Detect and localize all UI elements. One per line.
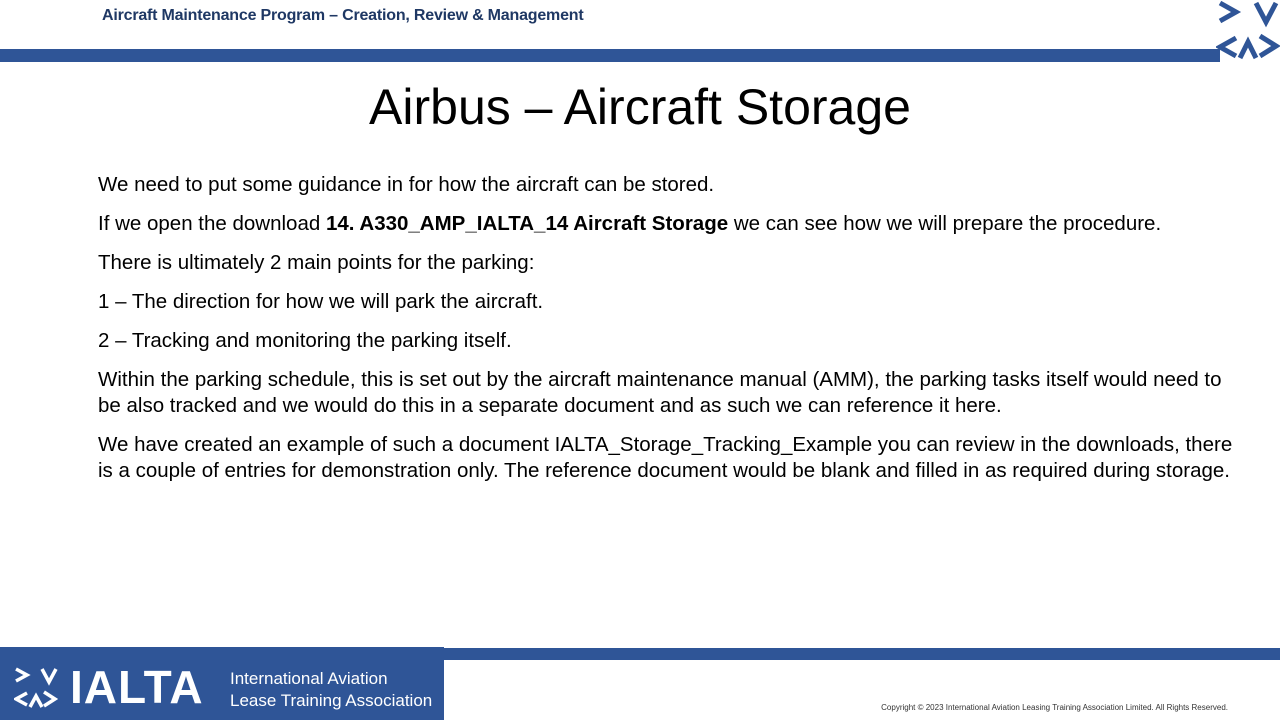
footer-brand-name: IALTA: [70, 661, 204, 713]
paragraph-text: we can see how we will prepare the procedure.: [728, 212, 1162, 235]
footer-name-line-2: Lease Training Association: [230, 691, 433, 710]
paragraph-guidance: We need to put some guidance in for how the aircraft can be stored.: [98, 173, 715, 196]
ialta-logo-icon: [1216, 0, 1280, 62]
header-title: Aircraft Maintenance Program – Creation, Review & Management: [102, 7, 584, 24]
slide-title: Airbus – Aircraft Storage: [369, 79, 911, 135]
footer-divider-bar: [444, 648, 1280, 660]
ialta-logo-icon: [14, 667, 58, 709]
paragraph-tracking-example: We have created an example of such a document IALTA_Storage_Tracking_Example you can review in the downloads, there is a couple of entries for demonstration only. The reference document would be blank and filled in as required during storage.: [98, 433, 1233, 482]
footer-organization-name: [230, 668, 432, 712]
download-file-name: 14. A330_AMP_IALTA_14 Aircraft Storage: [325, 212, 729, 235]
paragraph-parking-schedule: Within the parking schedule, this is set out by the aircraft maintenance manual (AMM), the parking tasks itself would need to be also tracked and we would do this in a separate document and as such we can reference it here.: [98, 368, 1222, 417]
footer-name-line-1: International Aviation: [230, 669, 388, 688]
list-item-point-2: 2 – Tracking and monitoring the parking itself.: [98, 329, 512, 352]
paragraph-text: If we open the download: [98, 212, 326, 235]
slide-body: [98, 172, 1248, 497]
copyright-notice: Copyright © 2023 International Aviation Leasing Training Association Limited. All Rights Reserved.: [881, 703, 1228, 712]
list-item-point-1: 1 – The direction for how we will park the aircraft.: [98, 290, 544, 313]
paragraph-download-reference: [98, 211, 1248, 237]
header-divider-bar: [0, 49, 1220, 62]
footer-brand-band: [0, 647, 444, 720]
paragraph-main-points: There is ultimately 2 main points for the parking:: [98, 251, 535, 274]
